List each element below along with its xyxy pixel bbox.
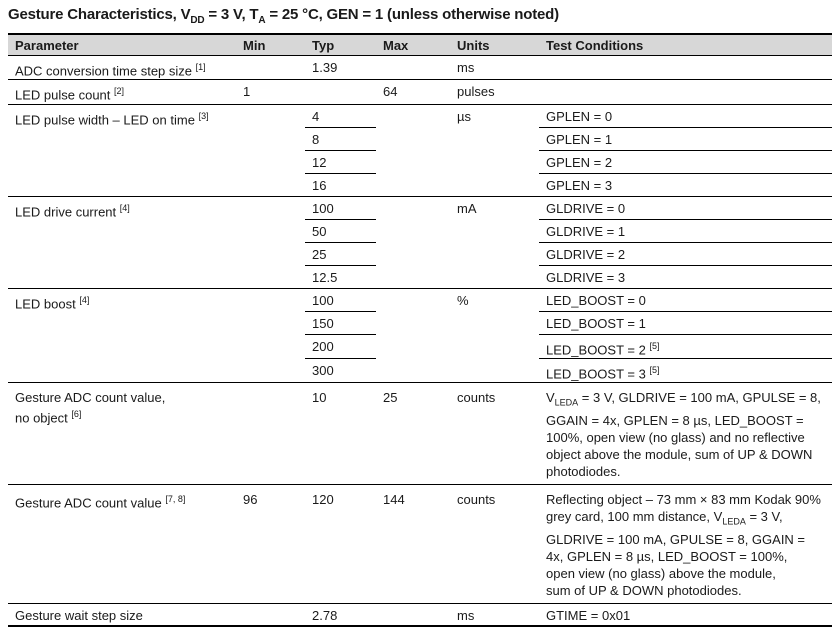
condition-cell: GLDRIVE = 2 — [539, 242, 832, 265]
header-parameter: Parameter — [8, 34, 236, 56]
max-cell: 25 — [376, 383, 450, 485]
typ-cell: 2.78 — [305, 603, 376, 626]
max-cell: 144 — [376, 484, 450, 603]
typ-cell: 200 — [305, 334, 376, 358]
param-cell: ADC conversion time step size [1] — [8, 56, 236, 80]
units-cell: % — [450, 288, 539, 383]
units-cell: pulses — [450, 80, 539, 104]
typ-cell: 12.5 — [305, 265, 376, 288]
param-cell: LED boost [4] — [8, 288, 236, 383]
condition-cell: GPLEN = 1 — [539, 127, 832, 150]
typ-cell: 100 — [305, 196, 376, 219]
typ-cell: 25 — [305, 242, 376, 265]
condition-cell: $V_{LEDA} = 3$ V, GLDRIVE = 100 mA, GPULSE = 8, GGAIN = 4x, GPLEN = 8 µs, LED_BOOST = 100%, open view (no glass) and no reflective object above the module, sum of UP & DOWN photodiodes. — [539, 383, 832, 485]
typ-cell: 16 — [305, 173, 376, 196]
header-typ: Typ — [305, 34, 376, 56]
min-cell: 1 — [236, 80, 305, 104]
table-row — [8, 484, 832, 603]
typ-cell: 4 — [305, 104, 376, 127]
min-cell: 96 — [236, 484, 305, 603]
header-max: Max — [376, 34, 450, 56]
typ-cell: 12 — [305, 150, 376, 173]
condition-cell: LED_BOOST = 3 [5] — [539, 358, 832, 382]
param-cell: Gesture wait step size — [8, 603, 236, 626]
condition-cell: GPLEN = 2 — [539, 150, 832, 173]
condition-cell: GTIME = 0x01 — [539, 603, 832, 626]
condition-cell: GLDRIVE = 1 — [539, 219, 832, 242]
table-row — [8, 56, 832, 80]
condition-cell: Reflecting object – 73 mm × 83 mm Kodak 90% grey card, 100 mm distance, $V_{LEDA} = 3$ V, GLDRIVE = 100 mA, GPULSE = 8, GGAIN = 4x, GPLEN = 8 µs, LED_BOOST = 100%, open view (no glass) above the module, sum of UP & DOWN photodiodes. — [539, 484, 832, 603]
units-cell: mA — [450, 196, 539, 288]
max-cell: 64 — [376, 80, 450, 104]
table-row — [8, 104, 832, 127]
condition-cell: LED_BOOST = 2 [5] — [539, 334, 832, 358]
gesture-characteristics-table — [8, 33, 832, 627]
condition-cell: LED_BOOST = 0 — [539, 288, 832, 311]
units-cell: ms — [450, 56, 539, 80]
condition-cell: GLDRIVE = 0 — [539, 196, 832, 219]
table-row — [8, 603, 832, 626]
condition-cell: GPLEN = 0 — [539, 104, 832, 127]
condition-cell: GLDRIVE = 3 — [539, 265, 832, 288]
param-cell: LED pulse count [2] — [8, 80, 236, 104]
param-cell: LED drive current [4] — [8, 196, 236, 288]
header-test-conditions: Test Conditions — [539, 34, 832, 56]
units-cell: µs — [450, 104, 539, 196]
table-title: Gesture Characteristics, $V_{DD} = 3$ V, $T_A = 25$ °C, GEN = 1 (unless otherwise noted) — [8, 6, 559, 26]
units-cell: ms — [450, 603, 539, 626]
units-cell: counts — [450, 383, 539, 485]
units-cell: counts — [450, 484, 539, 603]
typ-cell: 1.39 — [305, 56, 376, 80]
header-min: Min — [236, 34, 305, 56]
typ-cell: 50 — [305, 219, 376, 242]
typ-cell: 300 — [305, 358, 376, 382]
typ-cell: 100 — [305, 288, 376, 311]
table-row — [8, 383, 832, 485]
param-cell: Gesture ADC count value, no object [6] — [8, 383, 236, 485]
typ-cell: 120 — [305, 484, 376, 603]
table-row — [8, 288, 832, 311]
table-row — [8, 80, 832, 104]
header-units: Units — [450, 34, 539, 56]
header-row — [8, 34, 832, 56]
param-cell: Gesture ADC count value [7, 8] — [8, 484, 236, 603]
typ-cell: 150 — [305, 311, 376, 334]
typ-cell: 8 — [305, 127, 376, 150]
table-row — [8, 196, 832, 219]
condition-cell: LED_BOOST = 1 — [539, 311, 832, 334]
param-cell: LED pulse width – LED on time [3] — [8, 104, 236, 196]
condition-cell: GPLEN = 3 — [539, 173, 832, 196]
typ-cell: 10 — [305, 383, 376, 485]
